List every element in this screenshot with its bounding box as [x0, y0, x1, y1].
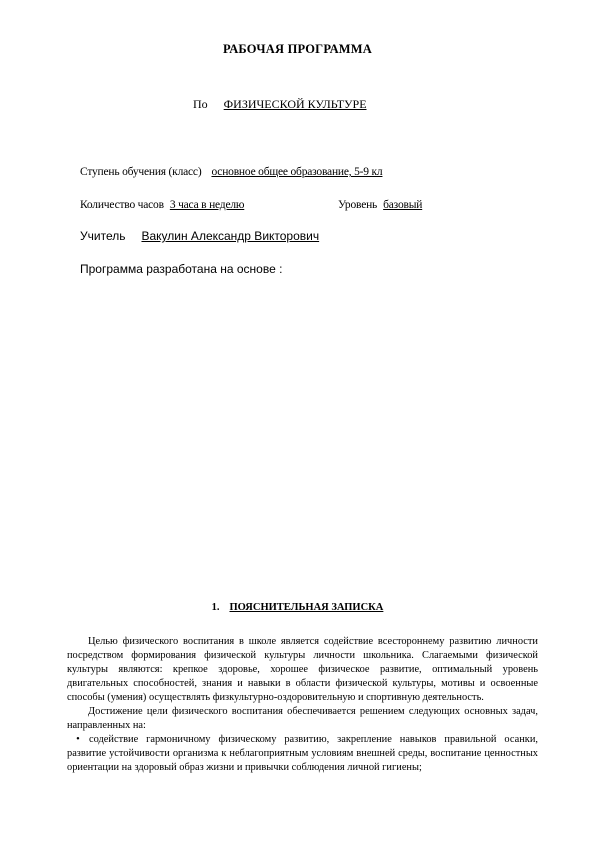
hours-label: Количество часов	[80, 199, 164, 211]
paragraph-tasks: Достижение цели физического воспитания обеспечивается решением следующих основных задач, направленных на:	[67, 706, 538, 731]
level-line	[80, 166, 382, 178]
teacher-value: Вакулин Александр Викторович	[141, 229, 320, 243]
list-item-text: содействие гармоничному физическому развитию, закрепление навыков правильной осанки, развитие устойчивости организма к неблагоприятным условиям внешней среды, воспитание ценностных ориентации на здоровый образ жизни и привычки соблюдения личной гигиены;	[67, 734, 538, 773]
teacher-label: Учитель	[80, 229, 126, 243]
subject-prefix: По	[193, 97, 208, 111]
paragraph-goal: Целью физического воспитания в школе является содействие всестороннему развитию личности посредством формирования физической культуры личности школьника. Слагаемыми физической культуры являются: крепкое здоровье, хорошее физическое развитие, оптимальный уровень двигательных способностей, знания и навыки в области физической культуры, мотивы и освоенные способы (умения) осуществлять физкультурно-оздоровительную и спортивную деятельность.	[67, 636, 538, 703]
tier-label: Уровень	[338, 199, 378, 211]
list-item	[67, 733, 538, 775]
section-title: ПОЯСНИТЕЛЬНАЯ ЗАПИСКА	[229, 602, 384, 613]
tier-line	[338, 199, 422, 211]
program-basis: Программа разработана на основе :	[80, 262, 283, 276]
section-heading	[0, 602, 595, 613]
document-title: РАБОЧАЯ ПРОГРАММА	[222, 42, 373, 56]
section-number: 1.	[211, 602, 220, 613]
subject-value: ФИЗИЧЕСКОЙ КУЛЬТУРЕ	[223, 97, 367, 111]
subject-line	[193, 97, 367, 112]
level-label: Ступень обучения (класс)	[80, 166, 202, 178]
teacher-line	[80, 229, 319, 243]
bullet-icon: •	[76, 734, 80, 745]
hours-line	[80, 199, 244, 211]
level-value: основное общее образование, 5-9 кл	[211, 166, 383, 178]
tier-value: базовый	[383, 199, 423, 211]
section-body	[67, 635, 538, 775]
hours-value: 3 часа в неделю	[169, 199, 245, 211]
